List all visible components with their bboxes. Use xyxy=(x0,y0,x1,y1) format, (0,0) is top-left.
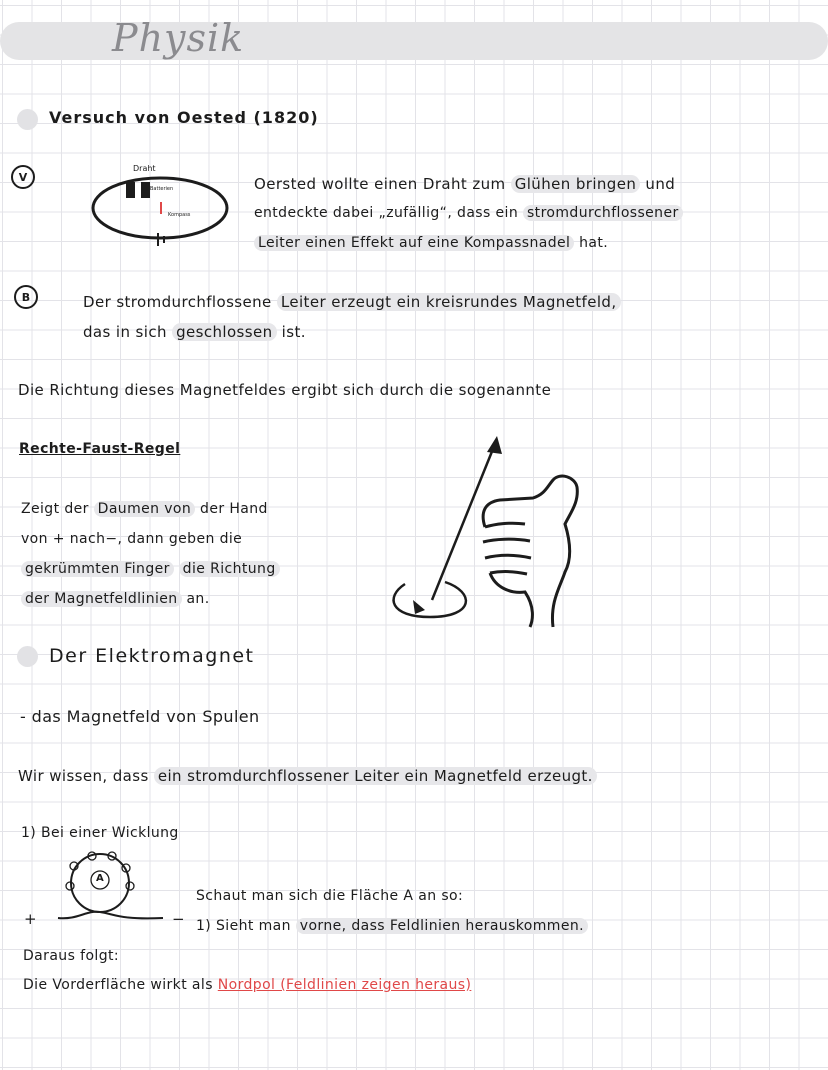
finger-4 xyxy=(490,572,527,574)
text: entdeckte dabei „zufällig“, dass ein xyxy=(254,205,519,221)
current-arrow-head xyxy=(487,436,502,454)
field-line-mark xyxy=(66,882,74,890)
text: Oersted wollte einen Draht zum xyxy=(254,175,506,193)
marker-b: B xyxy=(14,285,38,309)
text: der Hand xyxy=(200,501,268,517)
rule-intro: Die Richtung dieses Magnetfeldes ergibt sich durch die sogenannte xyxy=(18,381,552,399)
battery-block-left xyxy=(126,182,135,198)
lead-wires xyxy=(58,912,163,919)
field-line-loop xyxy=(394,582,466,617)
plus-terminal: + xyxy=(24,910,37,928)
wire-label: Draht xyxy=(133,164,156,173)
text: ist. xyxy=(281,323,306,341)
conclusion-label: Daraus folgt: xyxy=(23,948,119,964)
palm-bottom xyxy=(490,573,532,627)
rule-line4 xyxy=(21,591,210,607)
highlight: Leiter einen Effekt auf eine Kompassnadel xyxy=(254,235,574,251)
coil-winding-diagram xyxy=(58,850,188,930)
section-bullet xyxy=(17,109,38,130)
highlight: Glühen bringen xyxy=(511,175,641,193)
highlight: die Richtung xyxy=(179,561,280,577)
section-heading-elektromagnet: Der Elektromagnet xyxy=(49,645,255,667)
observation-line2 xyxy=(83,323,306,341)
oersted-circuit-diagram xyxy=(85,170,235,250)
oersted-text-line1 xyxy=(254,175,675,193)
minus-terminal: − xyxy=(172,910,185,928)
text: hat. xyxy=(579,235,609,251)
look-text: Schaut man sich die Fläche A an so: xyxy=(196,888,464,904)
text: das in sich xyxy=(83,323,167,341)
oersted-text-line3 xyxy=(254,235,608,251)
rule-line3 xyxy=(21,561,280,577)
text: Die Vorderfläche wirkt als xyxy=(23,977,213,993)
highlight: ein stromdurchflossener Leiter ein Magnetfeld erzeugt. xyxy=(154,767,597,785)
text: und xyxy=(645,175,676,193)
finger-2 xyxy=(483,539,530,542)
oersted-text-line2 xyxy=(254,205,683,221)
finger-1 xyxy=(485,523,525,527)
section-bullet xyxy=(17,646,38,667)
rule-line1 xyxy=(21,501,268,517)
text: Zeigt der xyxy=(21,501,89,517)
highlight: vorne, dass Feldlinien herauskommen. xyxy=(296,918,588,934)
observation-line1 xyxy=(83,293,621,311)
highlight: der Magnetfeldlinien xyxy=(21,591,182,607)
right-hand-rule-drawing xyxy=(385,432,595,627)
highlight: geschlossen xyxy=(172,323,276,341)
conclusion xyxy=(23,977,471,993)
highlight: gekrümmten Finger xyxy=(21,561,174,577)
text: 1) Sieht man xyxy=(196,918,291,934)
marker-v: V xyxy=(11,165,35,189)
text: an. xyxy=(186,591,210,607)
item1 xyxy=(196,918,588,934)
statement xyxy=(18,767,597,785)
nordpol-highlight: Nordpol (Feldlinien zeigen heraus) xyxy=(217,977,472,993)
highlight: stromdurchflossener xyxy=(523,205,683,221)
highlight: Leiter erzeugt ein kreisrundes Magnetfeld, xyxy=(277,293,621,311)
text: Wir wissen, dass xyxy=(18,767,149,785)
field-line-arrow xyxy=(413,600,425,614)
field-line-mark xyxy=(126,882,134,890)
page-title: Physik xyxy=(112,16,245,60)
finger-3 xyxy=(485,555,531,558)
rule-line2: von + nach−, dann geben die xyxy=(21,531,243,547)
section-heading-oersted: Versuch von Oested (1820) xyxy=(49,108,319,127)
highlight: Daumen von xyxy=(94,501,196,517)
battery-label: Batterien xyxy=(150,186,174,192)
text: Der stromdurchflossene xyxy=(83,293,272,311)
current-arrow-shaft xyxy=(432,444,495,600)
section2-subheading: - das Magnetfeld von Spulen xyxy=(20,707,260,726)
rule-name: Rechte-Faust-Regel xyxy=(19,441,181,457)
area-label: A xyxy=(96,873,104,884)
winding-title: 1) Bei einer Wicklung xyxy=(21,825,179,841)
battery-block-right xyxy=(141,182,150,198)
compass-label: Kompass xyxy=(168,212,191,218)
